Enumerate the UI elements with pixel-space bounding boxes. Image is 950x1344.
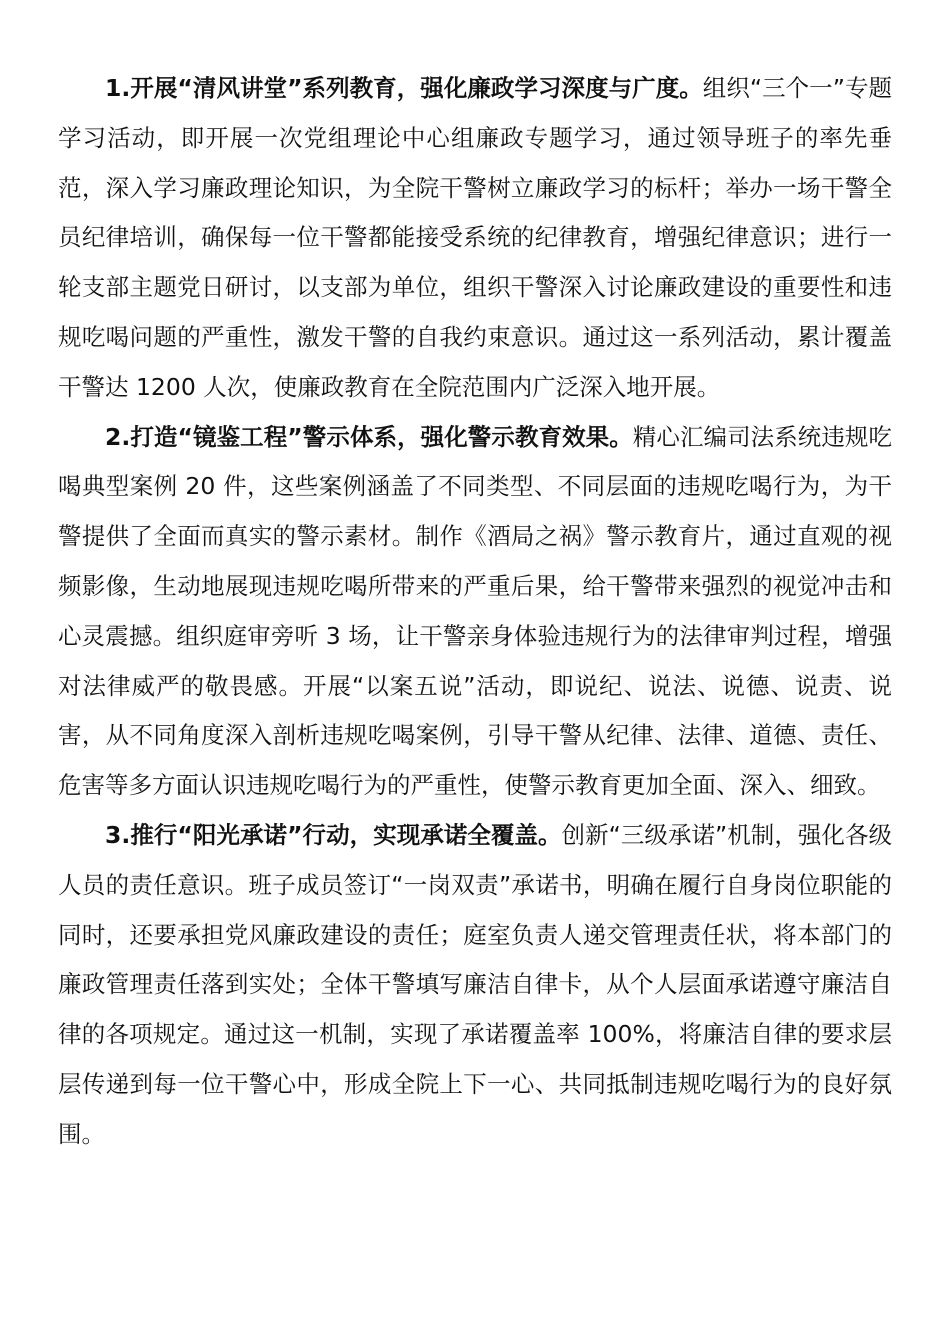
paragraph-2-heading: 2.打造“镜鉴工程”警示体系，强化警示教育效果。 <box>105 422 633 451</box>
paragraph-1-heading: 1.开展“清风讲堂”系列教育，强化廉政学习深度与广度。 <box>105 74 703 102</box>
paragraph-1 <box>58 64 892 413</box>
paragraph-2-body: 精心汇编司法系统违规吃喝典型案例 20 件，这些案例涵盖了不同类型、不同层面的违规吃喝行为，为干警提供了全面而真实的警示素材。制作《酒局之祸》警示教育片，通过直观的视频影像，生动地展现违规吃喝所带来的严重后果，给干警带来强烈的视觉冲击和心灵震撼。组织庭审旁听 3 场，让干警亲身体验违规行为的法律审判过程，增强对法律威严的敬畏感。开展“以案五说”活动，即说纪、说法、说德、说责、说害，从不同角度深入剖析违规吃喝案例，引导干警从纪律、法律、道德、责任、危害等多方面认识违规吃喝行为的严重性，使警示教育更加全面、深入、细致。 <box>58 422 893 800</box>
paragraph-3-body: 创新“三级承诺”机制，强化各级人员的责任意识。班子成员签订“一岗双责”承诺书，明确在履行自身岗位职能的同时，还要承担党风廉政建设的责任；庭室负责人递交管理责任状，将本部门的廉政管理责任落到实处；全体干警填写廉洁自律卡，从个人层面承诺遵守廉洁自律的各项规定。通过这一机制，实现了承诺覆盖率 100%，将廉洁自律的要求层层传递到每一位干警心中，形成全院上下一心、共同抵制违规吃喝行为的良好氛围。 <box>58 820 893 1148</box>
paragraph-1-body: 组织“三个一”专题学习活动，即开展一次党组理论中心组廉政专题学习，通过领导班子的率先垂范，深入学习廉政理论知识，为全院干警树立廉政学习的标杆；举办一场干警全员纪律培训，确保每一位干警都能接受系统的纪律教育，增强纪律意识；进行一轮支部主题党日研讨，以支部为单位，组织干警深入讨论廉政建设的重要性和违规吃喝问题的严重性，激发干警的自我约束意识。通过这一系列活动，累计覆盖干警达 1200 人次，使廉政教育在全院范围内广泛深入地开展。 <box>58 74 892 401</box>
paragraph-3 <box>58 811 892 1160</box>
paragraph-3-heading: 3.推行“阳光承诺”行动，实现承诺全覆盖。 <box>105 820 562 849</box>
document-page <box>58 64 892 1160</box>
paragraph-2 <box>58 413 892 811</box>
